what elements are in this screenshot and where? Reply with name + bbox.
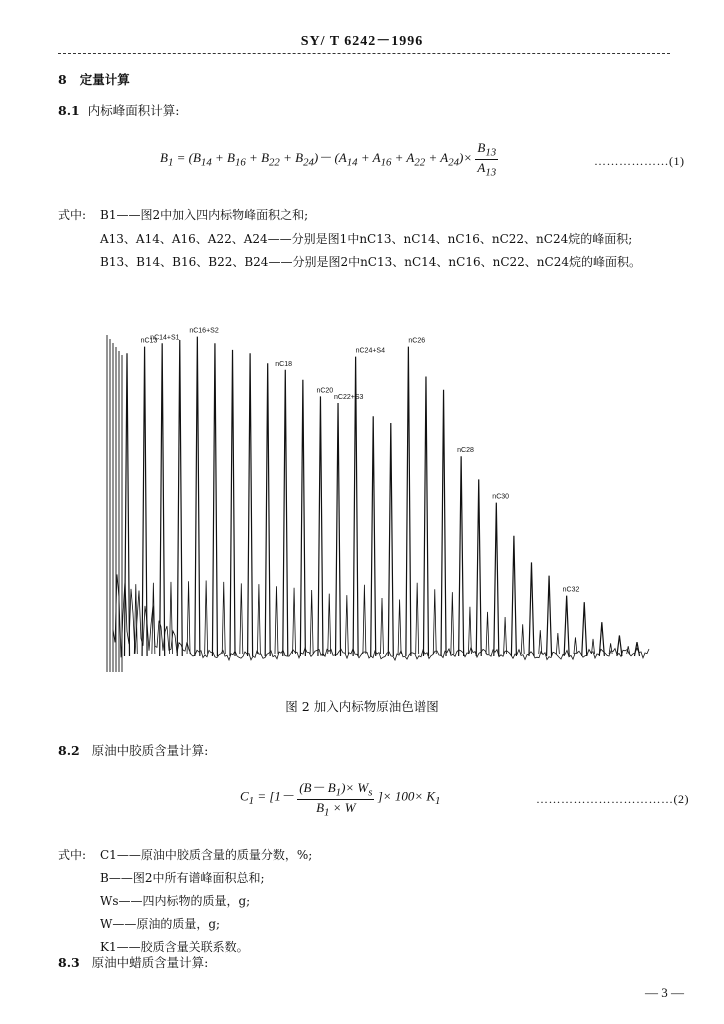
chromatogram-peak xyxy=(617,635,622,656)
section-8-2-title: 原油中胶质含量计算: xyxy=(91,743,209,758)
standard-number-header: SY/ T 6242－1996 xyxy=(300,34,424,49)
chromatogram-peak xyxy=(511,536,516,656)
chromatogram-minor-peak xyxy=(205,581,208,655)
chromatogram-peak xyxy=(547,576,552,656)
chromatogram-peak xyxy=(564,596,569,656)
header-rule xyxy=(58,53,670,54)
where-label-1: 式中: xyxy=(58,208,87,222)
definition-item: K1——胶质含量关联系数。 xyxy=(100,940,249,954)
chromatogram-figure xyxy=(95,310,655,690)
chromatogram-peak xyxy=(248,353,253,656)
chromatogram-peak xyxy=(265,363,270,656)
peak-label: nC14+S1 xyxy=(150,334,180,342)
chromatogram-peak xyxy=(336,403,341,656)
section-8-3-heading xyxy=(58,953,208,971)
section-8-number: 8 xyxy=(58,72,67,87)
chromatogram-peak xyxy=(371,416,376,656)
section-8-1-heading xyxy=(58,101,179,119)
chromatogram-minor-peak xyxy=(293,588,296,654)
chromatogram-minor-peak xyxy=(486,612,489,654)
chromatogram-peak xyxy=(582,602,587,656)
definition-item: B1——图2中加入四内标物峰面积之和; xyxy=(100,208,309,222)
chromatogram-minor-peak xyxy=(468,607,471,654)
chromatogram-peak xyxy=(212,343,217,656)
peak-label: nC13 xyxy=(140,337,158,345)
formula-2-fraction: $\frac{(B- B_1)\times W_s}{B_1 \times W}$ xyxy=(297,777,374,818)
chromatogram-trace xyxy=(107,335,649,672)
chromatogram-peak xyxy=(459,456,464,656)
page-number: — 3 — xyxy=(645,985,684,1000)
chromatogram-peak xyxy=(529,562,534,656)
formula-2: $C_1 = [1-$ $\frac{(B- B_1)\times W_s}{B_1 \times W}$ ]× $100\times K_1$ xyxy=(240,777,440,818)
section-8-3-title: 原油中蜡质含量计算: xyxy=(91,955,209,970)
chromatogram-peak xyxy=(476,479,481,656)
section-8-title: 定量计算 xyxy=(79,72,130,87)
definition-item: W——原油的质量，g; xyxy=(100,917,221,931)
peak-label: nC26 xyxy=(408,337,426,345)
chromatogram-peak xyxy=(353,357,358,656)
section-8-1-title: 内标峰面积计算: xyxy=(87,103,180,118)
chromatogram-peak xyxy=(195,337,200,656)
figure-2-caption: 图 2 加入内标物原油色谱图 xyxy=(285,699,439,714)
chromatogram-minor-peak xyxy=(275,586,278,654)
peak-label: nC28 xyxy=(457,447,474,455)
chromatogram-minor-peak xyxy=(574,637,577,654)
chromatogram-minor-peak xyxy=(381,598,384,654)
chromatogram-minor-peak xyxy=(556,633,559,654)
peak-label: nC16+S2 xyxy=(189,327,219,335)
section-8-heading xyxy=(58,70,130,88)
formula-1-lhs: $B_1 = (B_{14} + B_{16} + B_{22} + B_{24})- (A_{14} + A_{16} + A_{22} + A_{24})\times$ xyxy=(160,150,473,169)
peak-label: nC18 xyxy=(275,360,293,368)
equation-number-1: ………………(1) xyxy=(594,154,685,168)
definition-item: B13、B14、B16、B22、B24——分别是图2中nC13、nC14、nC16、nC22、nC24烷的峰面积。 xyxy=(100,255,641,269)
peak-label: nC20 xyxy=(316,387,334,395)
formula-1-fraction: $\frac{B_{13}}{A_{13}}$ xyxy=(477,140,497,179)
chromatogram-minor-peak xyxy=(539,630,542,654)
chromatogram-minor-peak xyxy=(416,583,419,654)
chromatogram-peak xyxy=(406,347,411,656)
chromatogram-peak xyxy=(423,377,428,657)
chromatogram-minor-peak xyxy=(398,600,401,655)
chromatogram-minor-peak xyxy=(169,582,172,654)
chromatogram-peak xyxy=(441,390,446,656)
chromatogram-minor-peak xyxy=(310,590,313,654)
section-8-3-number: 8.3 xyxy=(58,955,80,970)
chromatogram-minor-peak xyxy=(222,582,225,654)
chromatogram-minor-peak xyxy=(328,594,331,654)
definition-item: Ws——四内标物的质量，g; xyxy=(100,894,251,908)
chromatogram-peak xyxy=(125,353,130,656)
chromatogram-peak xyxy=(494,503,499,656)
peak-label: nC30 xyxy=(492,493,510,501)
equation-number-2: ……………………………(2) xyxy=(536,792,689,806)
chromatogram-minor-peak xyxy=(345,595,348,654)
chromatogram-peak xyxy=(160,343,165,656)
chromatogram-peak xyxy=(283,370,288,656)
chromatogram-minor-peak xyxy=(187,581,190,654)
chromatogram-peak xyxy=(177,340,182,656)
chromatogram-minor-peak xyxy=(451,592,454,654)
chromatogram-peak xyxy=(300,380,305,656)
definition-item: C1——原油中胶质含量的质量分数，%; xyxy=(100,848,313,862)
chromatogram-minor-peak xyxy=(504,617,507,654)
peak-label: nC24+S4 xyxy=(355,347,386,355)
chromatogram-peak xyxy=(599,622,604,656)
section-8-2-heading xyxy=(58,741,208,759)
definition-item: B——图2中所有谱峰面积总和; xyxy=(100,871,265,885)
chromatogram-minor-peak xyxy=(433,589,436,654)
peak-label: nC22+S3 xyxy=(334,394,364,402)
peak-label: nC32 xyxy=(562,586,580,594)
chromatogram-minor-peak xyxy=(240,583,243,654)
chromatogram-peak xyxy=(230,350,235,656)
chromatogram-minor-peak xyxy=(521,624,524,654)
chromatogram-minor-peak xyxy=(257,584,260,654)
section-8-2-number: 8.2 xyxy=(58,743,80,758)
formula-1 xyxy=(160,140,498,178)
where-label-2: 式中: xyxy=(58,848,87,862)
chromatogram-peak xyxy=(388,423,393,656)
chromatogram-minor-peak xyxy=(363,585,366,654)
chromatogram-peak xyxy=(318,396,323,656)
definition-item: A13、A14、A16、A22、A24——分别是图1中nC13、nC14、nC16、nC22、nC24烷的峰面积; xyxy=(100,232,633,246)
section-8-1-number: 8.1 xyxy=(58,103,80,118)
